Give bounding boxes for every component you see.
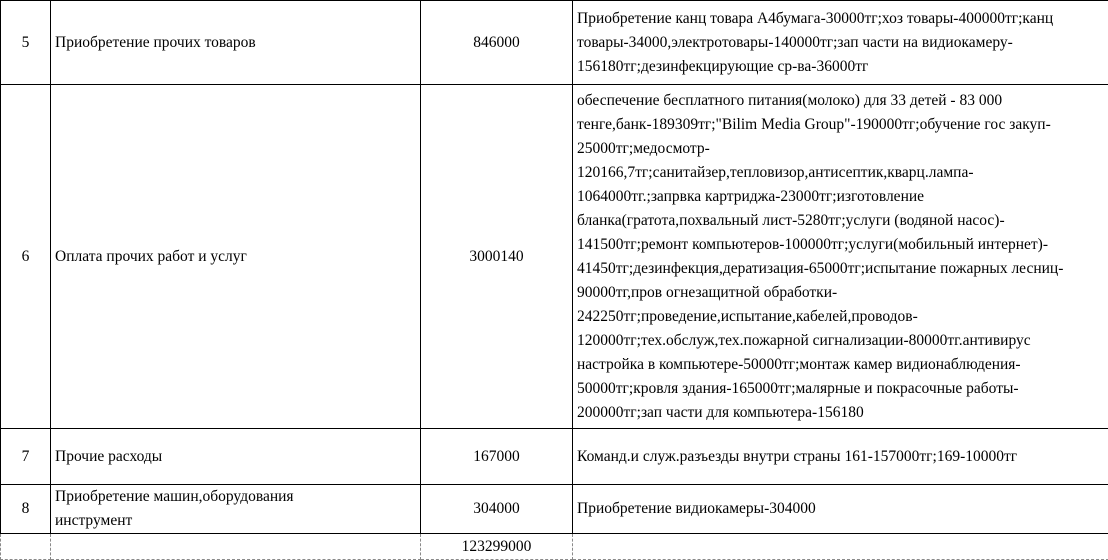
description-cell[interactable]: [573, 485, 1108, 534]
description-cell[interactable]: [573, 1, 1108, 85]
table-row: [1, 85, 1108, 429]
description-text: Команд.и служ.разъезды внутри страны 161-157000тг;169-10000тг: [577, 445, 1106, 469]
total-empty-cell[interactable]: [573, 534, 1108, 560]
amount-cell[interactable]: 846000: [421, 1, 573, 85]
table-row: [1, 485, 1108, 534]
description-cell[interactable]: [573, 85, 1108, 429]
description-text: Приобретение канц товара А4бумага-30000тг;хоз товары-400000тг;канц товары-34000,электротовары-140000тг;зап части на видиокамеру- 156180тг;дезинфекцирующие ср-ва-36000тг: [577, 7, 1106, 79]
total-empty-cell[interactable]: [1, 534, 51, 560]
description-text: Приобретение видиокамеры-304000: [577, 497, 1106, 521]
amount-cell[interactable]: 304000: [421, 485, 573, 534]
description-cell[interactable]: [573, 429, 1108, 485]
total-amount-cell[interactable]: 123299000: [421, 534, 573, 560]
description-text: обеспечение бесплатного питания(молоко) для 33 детей - 83 000 тенге,банк-189309тг;"Bilim Media Group"-190000тг;обучение гос закуп- 25000тг;медосмотр- 120166,7тг;санитайзер,тепловизор,антисептик,кварц.лампа- 1064000тг.;запрвка картриджа-23000тг;изготовление бланка(гратота,похвальный лист-5280тг;услуги (водяной насос)- 141500тг;ремонт компьютеров-100000тг;услуги(мобильный интернет)- 41450тг;дезинфекция,дератизация-65000тг;испытание пожарных лесниц- 90000тг,пров огнезащитной обработки- 242250тг;проведение,испытание,кабелей,проводов- 120000тг;тех.обслуж,тех.пожарной сигнализации-80000тг.антивирус настройка в компьютере-50000тг;монтаж камер видионаблюдения- 50000тг;кровля здания-165000тг;малярные и покрасочные работы- 200000тг;зап части для компьютера-156180: [577, 89, 1106, 425]
row-number-cell[interactable]: 6: [1, 85, 51, 429]
total-empty-cell[interactable]: [51, 534, 421, 560]
table-row: [1, 1, 1108, 85]
expense-name-text: Приобретение машин,оборудования инструмент: [55, 485, 416, 533]
expense-name-cell[interactable]: Оплата прочих работ и услуг: [51, 85, 421, 429]
row-number-cell[interactable]: 5: [1, 1, 51, 85]
row-number-cell[interactable]: 7: [1, 429, 51, 485]
total-row: [1, 534, 1108, 560]
expense-name-cell[interactable]: Приобретение прочих товаров: [51, 1, 421, 85]
expense-name-cell[interactable]: Прочие расходы: [51, 429, 421, 485]
amount-cell[interactable]: 167000: [421, 429, 573, 485]
table-row: [1, 429, 1108, 485]
expense-name-cell[interactable]: [51, 485, 421, 534]
row-number-cell[interactable]: 8: [1, 485, 51, 534]
amount-cell[interactable]: 3000140: [421, 85, 573, 429]
